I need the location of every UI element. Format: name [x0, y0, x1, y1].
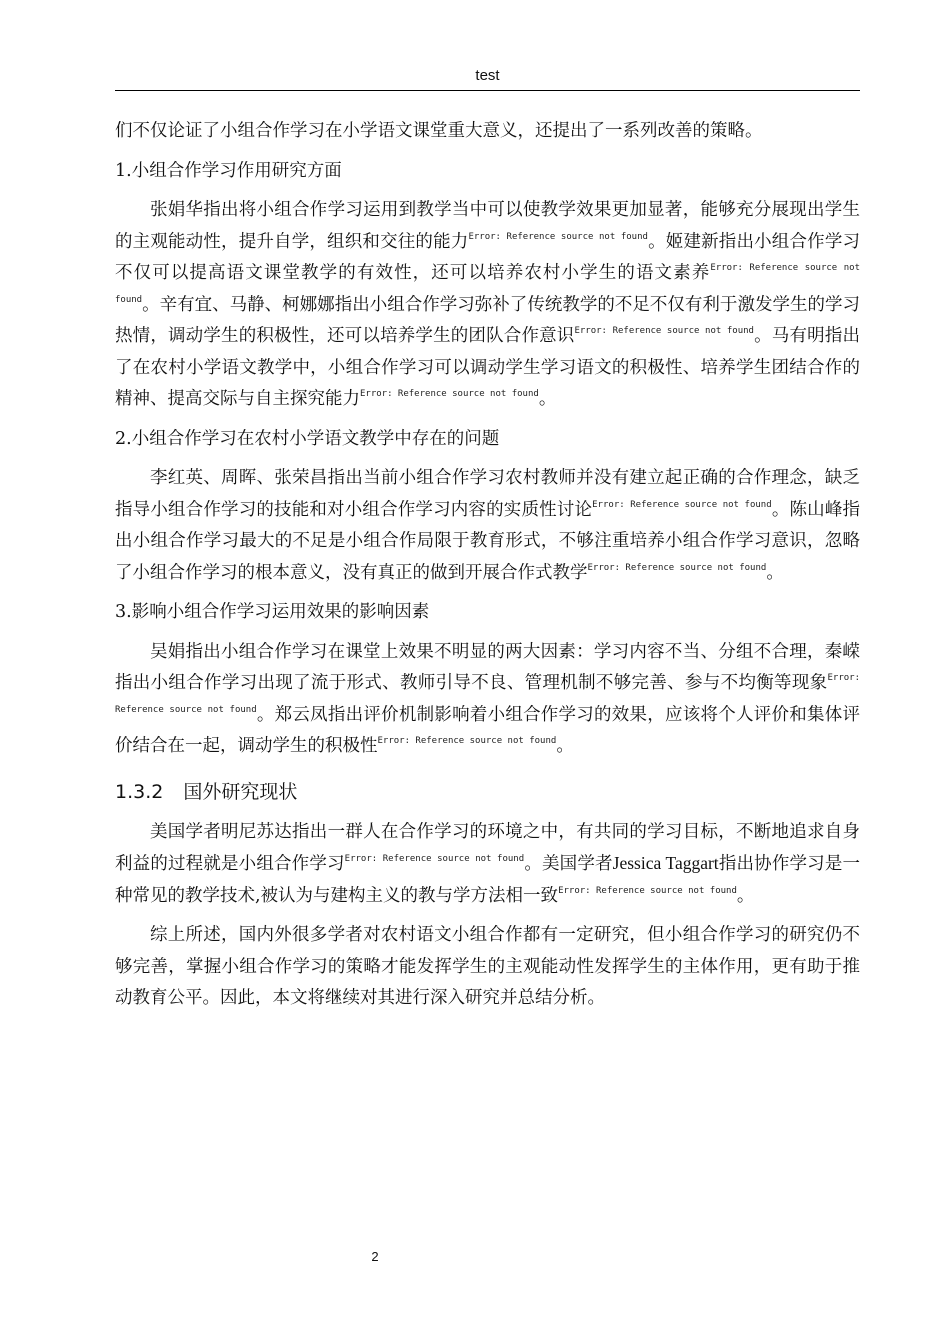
reference-error: Error: Reference source not found	[115, 673, 860, 715]
heading-role-of-group-learning: 1.小组合作学习作用研究方面	[115, 160, 342, 181]
reference-error: Error: Reference source not found	[344, 854, 525, 864]
text-run: 。郑云凤指出评价机制影响着小组合作学习的效果，应该将个人评价和集体评价结合在一起，调动学生的积极性	[115, 704, 860, 756]
author-name: Jessica Taggart	[612, 853, 719, 873]
heading-influencing-factors: 3.影响小组合作学习运用效果的影响因素	[115, 602, 430, 622]
reference-error: Error: Reference source not found	[360, 389, 539, 399]
text-run: 。姬建新指出小组合作学习不仅可以提高语文课堂教学的有效性，还可以培养农村小学生的语文素养	[115, 231, 860, 283]
section-heading	[115, 777, 860, 807]
text-run: 。	[736, 885, 755, 906]
paragraph-foreign-research	[115, 817, 860, 913]
text-run: 。陈山峰指出小组合作学习最大的不足是小组合作局限于教育形式，不够注重培养小组合作学习意识，忽略了小组合作学习的根本意义，没有真正的做到开展合作式教学	[115, 499, 860, 583]
text-run: 指出协作学习是一种常见的教学技术,被认为与建构主义的教与学方法相一致	[115, 854, 861, 906]
heading-existing-problems: 2.小组合作学习在农村小学语文教学中存在的问题	[115, 428, 500, 449]
text-run: 吴娟指出小组合作学习在课堂上效果不明显的两大因素：学习内容不当、分组不合理，秦嵘指出小组合作学习出现了流于形式、教师引导不良、管理机制不够完善、参与不均衡等现象	[115, 641, 860, 693]
text-run: 。	[766, 562, 784, 583]
reference-error: Error: Reference source not found	[592, 499, 772, 510]
paragraph-factors	[115, 637, 860, 763]
text-run: 。	[538, 389, 557, 409]
paragraph-summary: 综上所述，国内外很多学者对农村语文小组合作都有一定研究，但小组合作学习的研究仍不够完善，掌握小组合作学习的策略才能发挥学生的主观能动性发挥学生的主体作用，更有助于推动教育公平。因此，本文将继续对其进行深入研究并总结分析。	[115, 925, 860, 1008]
reference-error: Error: Reference source not found	[377, 736, 557, 746]
text-run: 。辛有宜、马静、柯娜娜指出小组合作学习弥补了传统教学的不足不仅有利于激发学生的学习热情，调动学生的积极性，还可以培养学生的团队合作意识	[115, 294, 860, 346]
page-number: 2	[371, 1249, 379, 1264]
paragraph-problems	[115, 463, 860, 589]
text-run: 。	[556, 736, 574, 756]
text-run: 李红英、周晖、张荣昌指出当前小组合作学习农村教师并没有建立起正确的合作理念，缺乏指导小组合作学习的技能和对小组合作学习内容的实质性讨论	[115, 468, 860, 520]
text-run: 。美国学者	[524, 854, 613, 874]
reference-error: Error: Reference source not found	[587, 562, 767, 573]
paragraph-intro-continuation: 们不仅论证了小组合作学习在小学语文课堂重大意义，还提出了一系列改善的策略。	[115, 121, 763, 141]
text-run: 。马有明指出了在农村小学语文教学中，小组合作学习可以调动学生学习语文的积极性、培养学生团结合作的精神、提高交际与自主探究能力	[115, 326, 860, 409]
document-body	[115, 116, 860, 1023]
page-header: test	[115, 62, 860, 91]
section-number: 1.3.2	[115, 780, 164, 803]
section-title: 国外研究现状	[183, 780, 298, 803]
paragraph-role-research	[115, 195, 860, 416]
reference-error: Error: Reference source not found	[574, 326, 754, 336]
reference-error: Error: Reference source not found	[558, 885, 737, 896]
reference-error: Error: Reference source not found	[115, 263, 860, 305]
reference-error: Error: Reference source not found	[468, 231, 648, 242]
text-run: 美国学者明尼苏达指出一群人在合作学习的环境之中，有共同的学习目标，不断地追求自身利益的过程就是小组合作学习	[115, 821, 860, 874]
text-run: 张娟华指出将小组合作学习运用到教学当中可以使教学效果更加显著，能够充分展现出学生的主观能动性，提升自学，组织和交往的能力	[115, 200, 860, 252]
